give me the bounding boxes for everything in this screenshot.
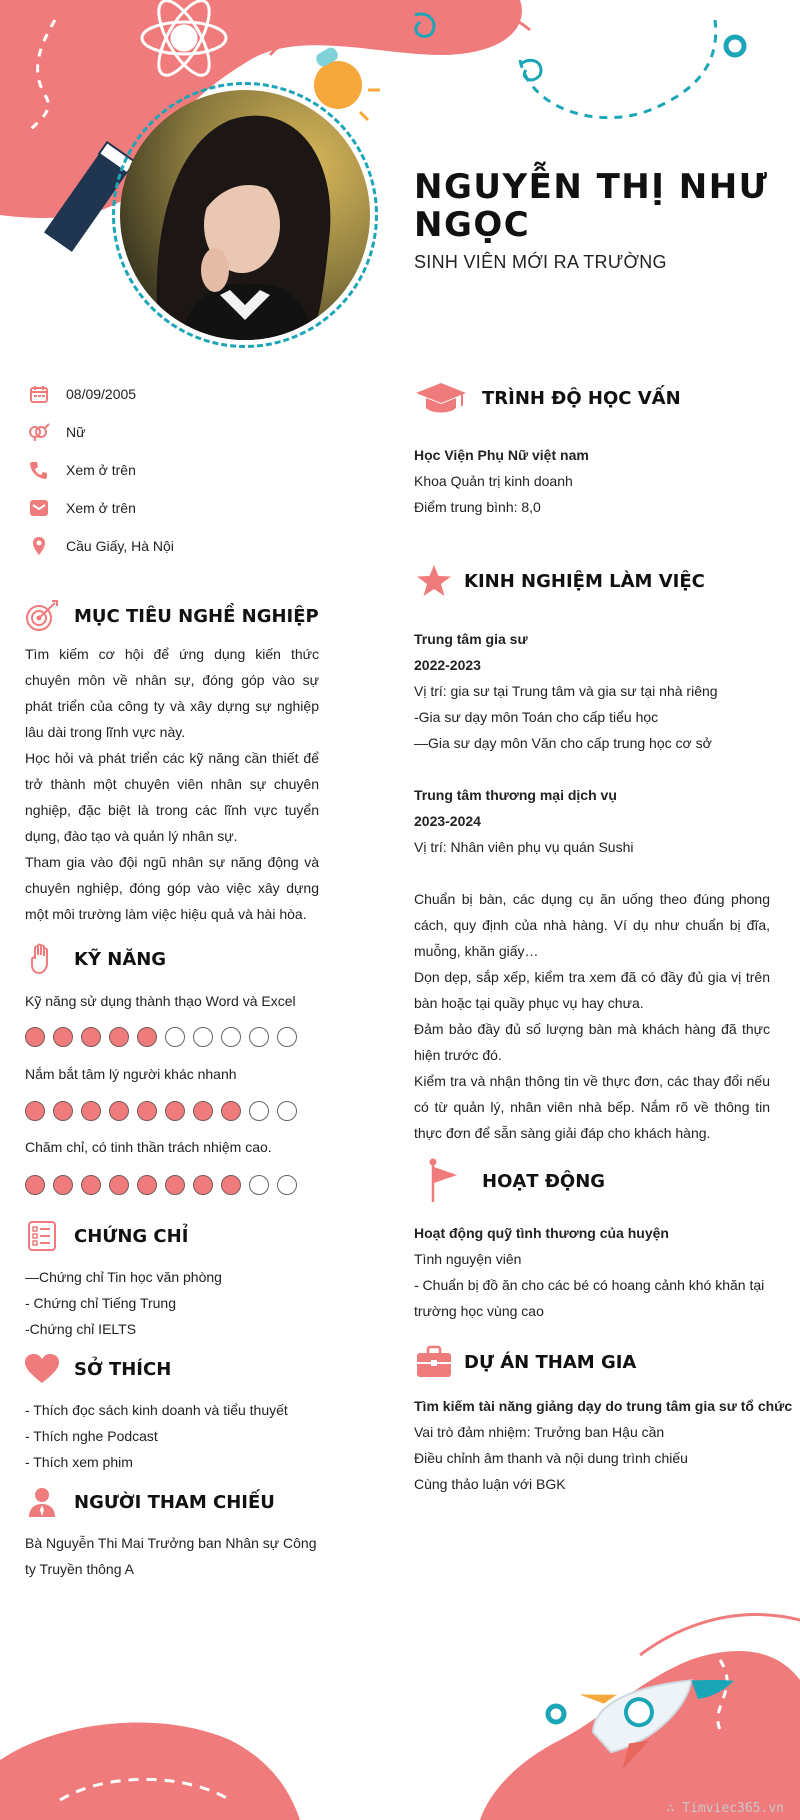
rating-dot-filled: [193, 1101, 213, 1121]
section-objective-heading: MỤC TIÊU NGHỀ NGHIỆP: [22, 598, 319, 634]
star-icon: [414, 563, 454, 599]
experience-job-1: Trung tâm gia sư 2022-2023 Vị trí: gia sư tại Trung tâm và gia sư tại nhà riêng -Gia sư dạy môn Toán cho cấp tiểu học —Gia sư dạy môn Văn cho cấp trung học cơ sở: [414, 631, 718, 751]
rating-dot-empty: [249, 1175, 269, 1195]
section-skills-heading: KỸ NĂNG: [22, 941, 166, 977]
gender-icon: [26, 420, 52, 444]
activities-details: Hoạt động quỹ tình thương của huyện Tình nguyện viên - Chuẩn bị đồ ăn cho các bé có hoang cảnh khó khăn tại trường học vùng cao: [414, 1225, 765, 1319]
rating-dot-empty: [193, 1027, 213, 1047]
section-education-heading: TRÌNH ĐỘ HỌC VẤN: [414, 380, 681, 416]
profile-photo: [120, 90, 370, 340]
rating-dot-filled: [53, 1027, 73, 1047]
rating-dot-filled: [165, 1101, 185, 1121]
section-certificates-heading: CHỨNG CHỈ: [22, 1218, 188, 1254]
list-item: - Thích xem phim: [25, 1454, 133, 1470]
rating-dot-filled: [53, 1101, 73, 1121]
skill-rating: [25, 1175, 305, 1195]
certificates-list: [25, 1264, 222, 1342]
rating-dot-filled: [25, 1101, 45, 1121]
rating-dot-empty: [165, 1027, 185, 1047]
skill-rating: [25, 1027, 305, 1047]
rating-dot-empty: [277, 1027, 297, 1047]
email-icon: [26, 496, 52, 520]
target-icon: [22, 598, 62, 634]
rating-dot-filled: [165, 1175, 185, 1195]
skill-label: Nắm bắt tâm lý người khác nhanh: [25, 1066, 237, 1082]
rating-dot-filled: [81, 1175, 101, 1195]
rating-dot-filled: [109, 1027, 129, 1047]
experience-job-2: Trung tâm thương mại dịch vụ 2023-2024 Vị trí: Nhân viên phụ vụ quán Sushi: [414, 787, 634, 855]
location-icon: [26, 534, 52, 558]
graduation-cap-icon: [414, 380, 468, 416]
list-item: -Chứng chỉ IELTS: [25, 1321, 137, 1337]
list-item: - Chứng chỉ Tiếng Trung: [25, 1295, 177, 1311]
objective-text: Tìm kiếm cơ hội để ứng dụng kiến thức chuyên môn về nhân sự, đóng góp vào sự phát triển của công ty và xây dựng sự nghiệp lâu dài trong lĩnh vực này. Học hỏi và phát triển các kỹ năng cần thiết để trở thành một chuyên viên nhân sự chuyên nghiệp, đặc biệt là trong các lĩnh vực tuyển dụng, đào tạo và quản lý nhân sự. Tham gia vào đội ngũ nhân sự năng động và chuyên nghiệp, đóng góp vào việc xây dựng một môi trường làm việc hiệu quả và hài hòa.: [25, 646, 319, 922]
section-activities-heading: HOẠT ĐỘNG: [414, 1163, 605, 1199]
checklist-icon: [22, 1218, 62, 1254]
phone-icon: [26, 458, 52, 482]
watermark: ∴ Timviec365.vn: [666, 1801, 784, 1816]
rating-dot-filled: [109, 1101, 129, 1121]
contact-phone: Xem ở trên: [26, 458, 136, 482]
candidate-name: NGUYỄN THỊ NHƯ NGỌC: [414, 167, 769, 245]
projects-details: Tìm kiếm tài năng giảng dạy do trung tâm gia sư tổ chức Vai trò đảm nhiệm: Trưởng ban Hậu cần Điều chỉnh âm thanh và nội dung trình chiếu Cùng thảo luận với BGK: [414, 1398, 793, 1492]
rating-dot-filled: [81, 1101, 101, 1121]
rating-dot-filled: [221, 1101, 241, 1121]
contact-birthday: 08/09/2005: [26, 382, 136, 406]
flag-icon: [414, 1163, 468, 1199]
rating-dot-filled: [25, 1175, 45, 1195]
rating-dot-empty: [249, 1027, 269, 1047]
contact-gender: Nữ: [26, 420, 85, 444]
rating-dot-filled: [137, 1175, 157, 1195]
rating-dot-empty: [277, 1175, 297, 1195]
contact-location: Cầu Giấy, Hà Nội: [26, 534, 174, 558]
section-projects-heading: DỰ ÁN THAM GIA: [414, 1344, 636, 1380]
briefcase-icon: [414, 1344, 454, 1380]
section-references-heading: NGƯỜI THAM CHIẾU: [22, 1484, 275, 1520]
rating-dot-filled: [81, 1027, 101, 1047]
rating-dot-empty: [221, 1027, 241, 1047]
heart-icon: [22, 1351, 62, 1387]
rating-dot-filled: [193, 1175, 213, 1195]
section-experience-heading: KINH NGHIỆM LÀM VIỆC: [414, 563, 705, 599]
list-item: - Thích đọc sách kinh doanh và tiểu thuyết: [25, 1402, 288, 1418]
rating-dot-filled: [221, 1175, 241, 1195]
references-text: Bà Nguyễn Thi Mai Trưởng ban Nhân sự Công ty Truyền thông A: [25, 1535, 317, 1577]
experience-duties: Chuẩn bị bàn, các dụng cụ ăn uống theo đúng phong cách, quy định của nhà hàng. Ví dụ như chuẩn bị đĩa, muỗng, khăn giấy… Dọn dẹp, sắp xếp, kiểm tra xem đã có đầy đủ gia vị trên bàn hoặc tại quầy phục vụ hay chưa. Đảm bảo đầy đủ số lượng bàn mà khách hàng đã thực hiện trước đó. Kiểm tra và nhận thông tin về thực đơn, các thay đổi nếu có từ quản lý, nhân viên nhà bếp. Nắm rõ về thông tin thực đơn để sẵn sàng giải đáp cho khách hàng.: [414, 891, 770, 1141]
hand-icon: [22, 941, 62, 977]
skill-label: Kỹ năng sử dụng thành thạo Word và Excel: [25, 993, 296, 1009]
rating-dot-filled: [53, 1175, 73, 1195]
candidate-role: SINH VIÊN MỚI RA TRƯỜNG: [414, 252, 667, 272]
skill-rating: [25, 1101, 305, 1121]
rating-dot-empty: [277, 1101, 297, 1121]
rating-dot-filled: [137, 1101, 157, 1121]
calendar-icon: [26, 382, 52, 406]
education-details: Học Viện Phụ Nữ việt nam Khoa Quản trị kinh doanh Điểm trung bình: 8,0: [414, 447, 589, 515]
rating-dot-empty: [249, 1101, 269, 1121]
section-hobbies-heading: SỞ THÍCH: [22, 1351, 171, 1387]
rating-dot-filled: [109, 1175, 129, 1195]
hobbies-list: [25, 1397, 288, 1475]
contact-email: Xem ở trên: [26, 496, 136, 520]
list-item: - Thích nghe Podcast: [25, 1428, 158, 1444]
person-icon: [22, 1484, 62, 1520]
rating-dot-filled: [137, 1027, 157, 1047]
rating-dot-filled: [25, 1027, 45, 1047]
skill-label: Chăm chỉ, có tinh thần trách nhiệm cao.: [25, 1139, 272, 1155]
list-item: —Chứng chỉ Tin học văn phòng: [25, 1269, 222, 1285]
